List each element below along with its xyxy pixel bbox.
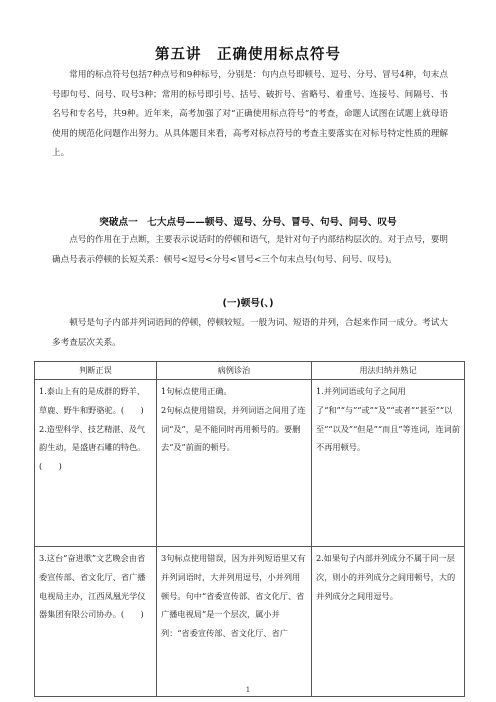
table-cell xyxy=(157,547,312,697)
table-cell xyxy=(35,380,157,547)
cell-text: 2.造型科学、技艺精湛、及气韵生动，是盛唐石雕的特色。( ) xyxy=(39,423,146,472)
cell-text: 3.这台“奋进歌”文艺晚会由省委宣传部、省文化厅、省广播电视局主办，江西凤凰光学仪器集团有限公司协办。( ) xyxy=(39,553,146,620)
cell-text: 2.如果句子内部并列成分不属于同一层次，则小的并列成分之间用顿号，大的并列成分之间用逗号。 xyxy=(316,553,456,601)
table-cell xyxy=(312,547,465,697)
section-paragraph: 点号的作用在于点断，主要表示说话时的停顿和语气，是针对句子内部结构层次的。对于点号，要明确点号表示停顿的长短关系：顿号<逗号<分号<冒号<三个句末点号(句号、问号、叹号)。 xyxy=(52,235,448,265)
table-header: 判断正误 xyxy=(35,362,157,380)
table-cell xyxy=(35,547,157,697)
cell-text: 2句标点使用错误，并列词语之间用了连词“及”，是不能同时再用顿号的。要删去“及”前面的顿号。 xyxy=(161,404,306,453)
sub-heading: (一)顿号(、) xyxy=(222,298,274,309)
intro-paragraph: 常用的标点符号包括7种点号和9种标号，分别是：句内点号即顿号、逗号、分号、冒号4种，句末点号即句号、问号、叹号3种；常用的标号即引号、括号、破折号、省略号、着重号、连接号、间隔号、书名号和专名号，共9种。近年来，高考加强了对“正确使用标点符号”的考查，命题人试图在试题上就母语使用的规范化问题作出努力。从具体题目来看，高考对标点符号的考查主要落实在对标号特定性质的理解上。 xyxy=(52,70,448,159)
cell-text: 3句标点使用错误，因为并列短语里又有并列词语时，大并列用逗号，小并列用顿号。句中“省委宣传部、省文化厅、省广播电视局”是一个层次，属小并列：“省委宣传部、省文化厅、省广 xyxy=(161,553,306,639)
table-cell xyxy=(312,380,465,547)
cell-text: 1.并列词语或句子之间用了“和”“与”“或”“及”“或者”“甚至”“以至”“以及”“但是”“而且”等连词，连词前不再用顿号。 xyxy=(316,386,460,453)
usage-table xyxy=(34,361,465,697)
table-header-row xyxy=(35,362,465,380)
table-row xyxy=(35,547,465,697)
page-number: 1 xyxy=(245,686,251,694)
table-cell xyxy=(157,380,312,547)
table-header: 用法归纳并熟记 xyxy=(312,362,465,380)
page-title: 第五讲 正确使用标点符号 xyxy=(155,47,341,63)
cell-text: 1句标点使用正确。 xyxy=(161,386,232,396)
table-header: 病例诊治 xyxy=(157,362,312,380)
section-heading: 突破点一 七大点号——顿号、逗号、分号、冒号、句号、问号、叹号 xyxy=(99,217,397,228)
cell-text: 1.泰山上有的是成群的野羊、草鹿、野牛和野骆驼。( ) xyxy=(39,386,146,415)
table-row xyxy=(35,380,465,547)
sub-paragraph: 顿号是句子内部并列词语间的停顿，停顿较短。一般为词、短语的并列，合起来作同一成分。考试大多考查层次关系。 xyxy=(52,318,448,348)
